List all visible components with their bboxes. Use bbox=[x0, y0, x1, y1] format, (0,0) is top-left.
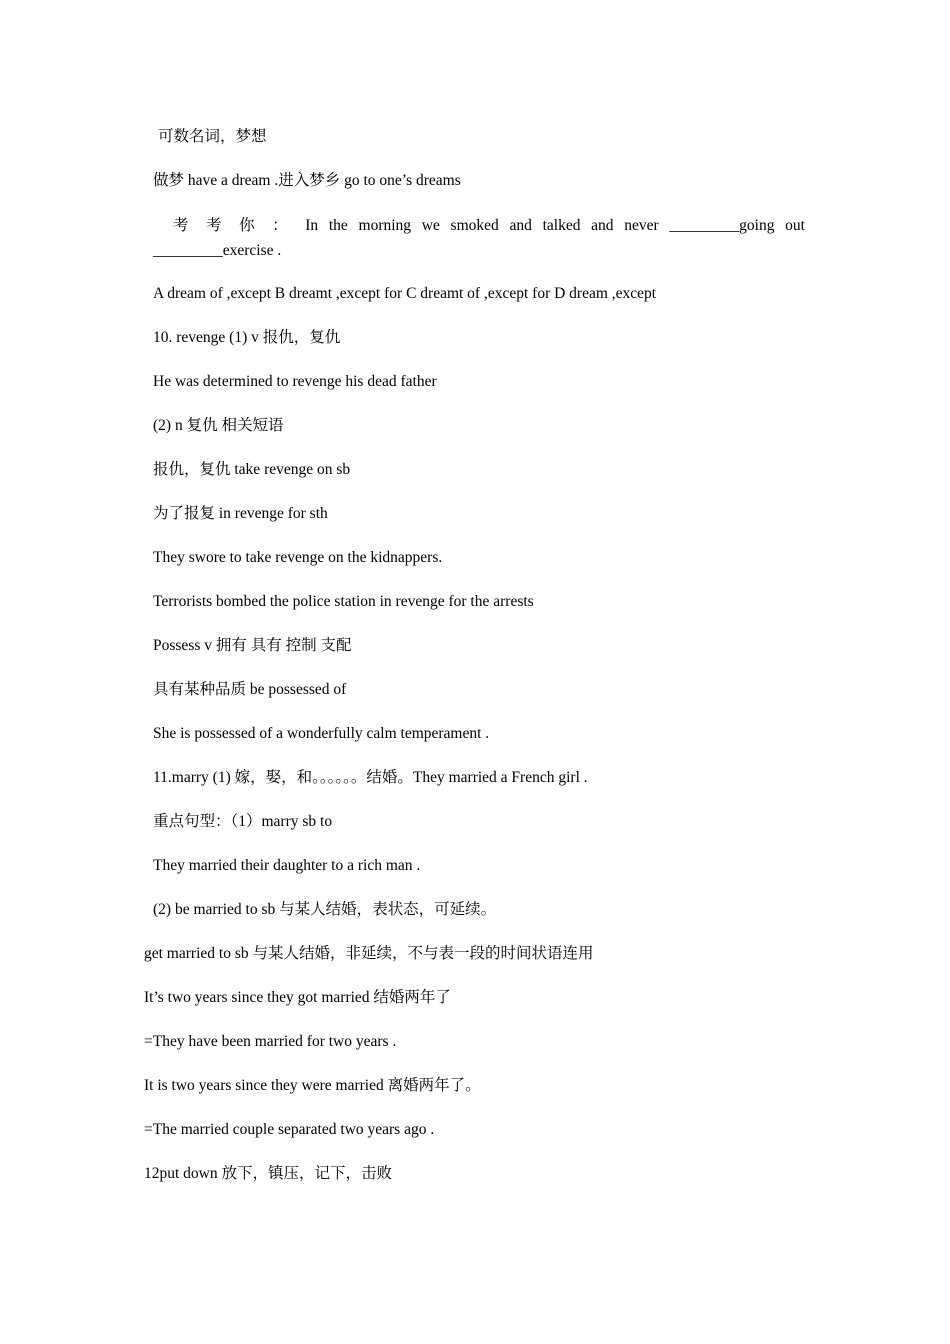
example-sentence: She is possessed of a wonderfully calm temperament . bbox=[153, 725, 490, 742]
text-line: 重点句型：（1）marry sb to bbox=[153, 813, 333, 830]
example-sentence: Terrorists bombed the police station in revenge for the arrests bbox=[153, 593, 534, 610]
example-sentence: He was determined to revenge his dead father bbox=[153, 373, 437, 390]
phrase-line: 具有某种品质 be possessed of bbox=[153, 681, 347, 698]
section-heading: 12put down 放下，镇压，记下，击败 bbox=[144, 1165, 393, 1182]
text-line: 做梦 have a dream .进入梦乡 go to one’s dreams bbox=[153, 172, 461, 189]
text-line: get married to sb 与某人结婚，非延续，不与表一段的时间状语连用 bbox=[144, 945, 594, 962]
phrase-line: 为了报复 in revenge for sth bbox=[153, 505, 328, 522]
quiz-options: A dream of ,except B dreamt ,except for C dreamt of ,except for D dream ,except bbox=[153, 285, 657, 302]
section-heading: 10. revenge (1) v 报仇，复仇 bbox=[153, 329, 341, 346]
vocab-entry: Possess v 拥有 具有 控制 支配 bbox=[153, 637, 352, 654]
phrase-line: 报仇，复仇 take revenge on sb bbox=[153, 461, 351, 478]
text-line: (2) be married to sb 与某人结婚，表状态，可延续。 bbox=[153, 901, 497, 918]
example-sentence: =They have been married for two years . bbox=[144, 1033, 397, 1050]
text-line: 可数名词，梦想 bbox=[158, 128, 267, 145]
quiz-question-line-1: 考 考 你 ： In the morning we smoked and talked and never _________going out bbox=[173, 217, 805, 234]
text-line: (2) n 复仇 相关短语 bbox=[153, 417, 284, 434]
example-sentence: They swore to take revenge on the kidnappers. bbox=[153, 549, 443, 566]
example-sentence: They married their daughter to a rich man . bbox=[153, 857, 421, 874]
example-sentence: It’s two years since they got married 结婚两年了 bbox=[144, 989, 451, 1006]
quiz-question bbox=[153, 213, 805, 263]
section-heading: 11.marry (1) 嫁，娶，和。。。。。。结婚。They married a French girl . bbox=[153, 769, 588, 786]
example-sentence: =The married couple separated two years ago . bbox=[144, 1121, 435, 1138]
example-sentence: It is two years since they were married 离婚两年了。 bbox=[144, 1077, 481, 1094]
quiz-question-line-2: _________exercise . bbox=[153, 242, 282, 259]
